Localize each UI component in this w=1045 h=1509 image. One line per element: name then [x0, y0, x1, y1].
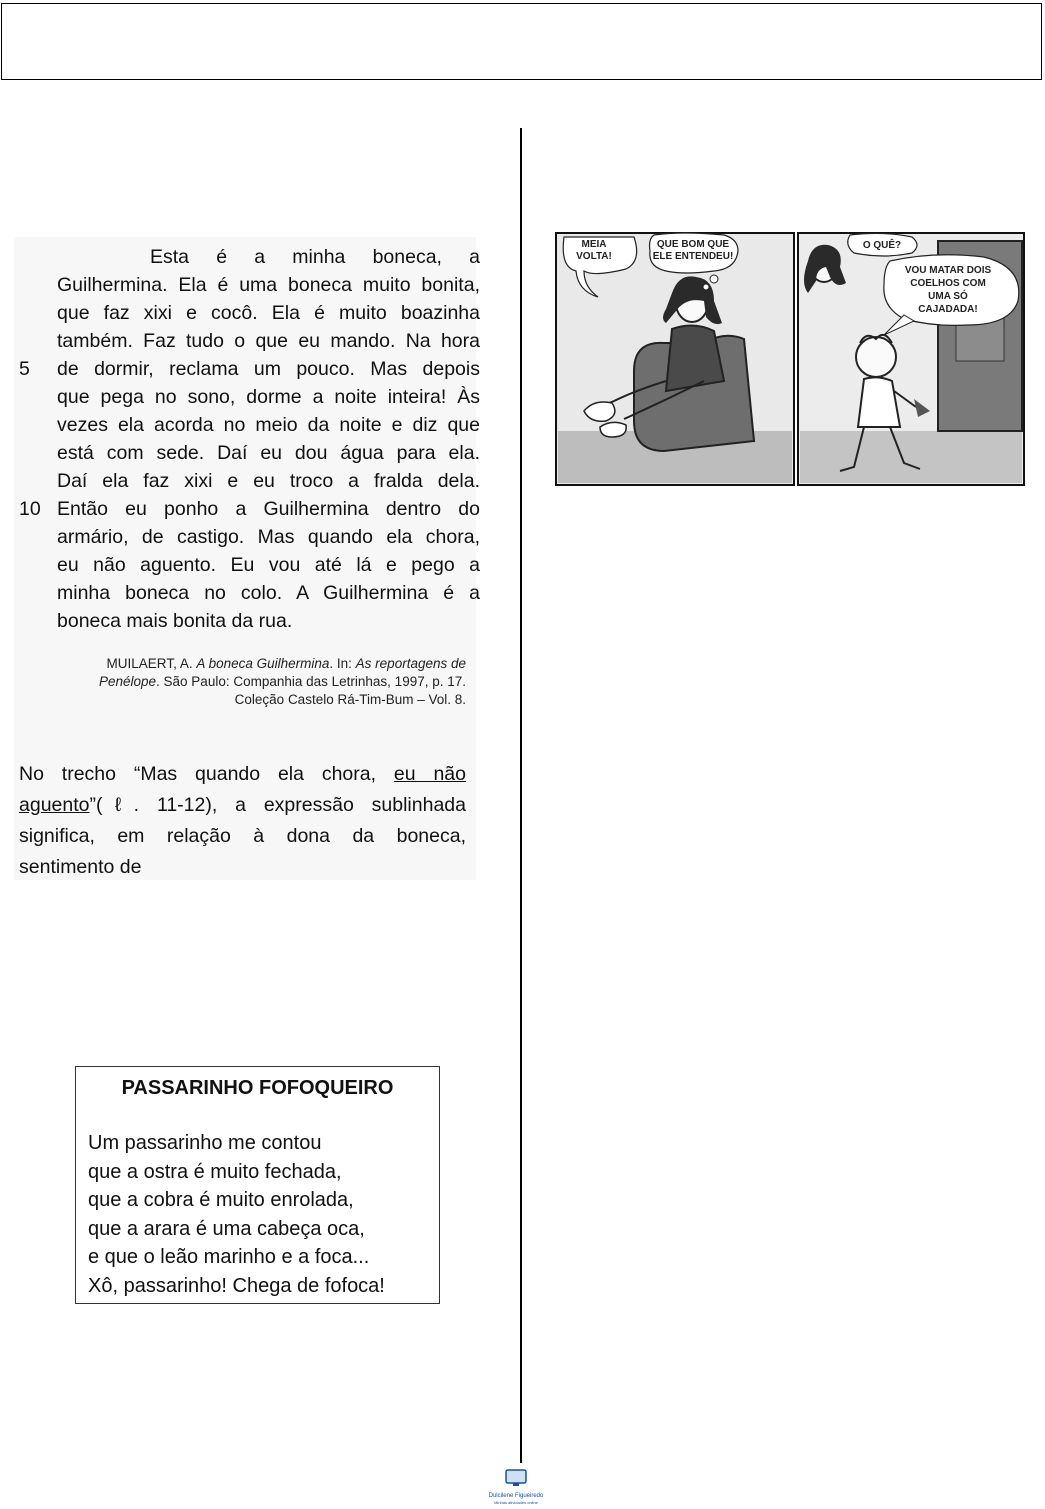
passage-line: vezes ela acorda no meio da noite e diz que [57, 414, 480, 436]
underlined-expression: aguento [19, 794, 90, 816]
poem-line: que a cobra é muito enrolada, [88, 1189, 354, 1211]
source-in: . In: [329, 656, 356, 671]
comic-panel-2 [798, 233, 1024, 485]
bubble-4-line-4: CAJADADA! [918, 304, 978, 315]
bubble-1-line-1: MEIA [581, 239, 607, 250]
bubble-4-line-1: VOU MATAR DOIS [904, 265, 992, 276]
poem-title: PASSARINHO FOFOQUEIRO [121, 1077, 394, 1099]
bubble-3-line-1: O QUÊ? [862, 240, 902, 251]
question-line-1 [19, 759, 466, 790]
computer-icon [503, 1468, 529, 1488]
source-book: As reportagens de Penélope [98, 656, 466, 689]
bubble-2-line-1: QUE BOM QUE [656, 239, 730, 250]
footer-name: Dulcilene Figueiredo [488, 1493, 544, 1499]
line-number-10: 10 [19, 498, 41, 520]
column-divider [520, 128, 522, 1463]
question-line-4: sentimento de [19, 856, 142, 878]
source-citation [46, 655, 466, 709]
passage-line: Guilhermina. Ela é uma boneca muito bonita, [57, 274, 480, 296]
passage-line: armário, de castigo. Mas quando ela chora, [57, 526, 480, 548]
line-number-5: 5 [19, 358, 30, 380]
bubble-4-line-3: UMA SÓ [928, 291, 968, 302]
footer-logo [480, 1468, 552, 1508]
poem-box [75, 1066, 440, 1304]
passage-line: boneca mais bonita da rua. [57, 610, 293, 632]
poem-line: Um passarinho me contou [88, 1132, 322, 1154]
passage-line: Esta é a minha boneca, a [150, 246, 480, 268]
passage-line: está com sede. Daí eu dou água para ela. [57, 442, 480, 464]
passage-line: que pega no sono, dorme a noite inteira! Às [57, 386, 480, 408]
question-line-2 [19, 790, 466, 821]
passage-line: de dormir, reclama um pouco. Mas depois [57, 358, 480, 380]
poem-line: que a arara é uma cabeça oca, [88, 1217, 365, 1240]
passage-line: que faz xixi e cocô. Ela é muito boazinha [57, 302, 480, 324]
passage-line: minha boneca no colo. A Guilhermina é a [57, 582, 480, 604]
poem-lines [88, 1129, 385, 1300]
comic-panel-1 [556, 233, 794, 485]
poem-line: que a ostra é muito fechada, [88, 1160, 342, 1183]
underlined-expression: eu não [393, 763, 466, 785]
reading-passage [14, 237, 480, 880]
source-author: MUILAERT, A. [106, 656, 197, 671]
footer-tagline: Minhas atividades online [494, 1500, 538, 1505]
poem-line: e que o leão marinho e a foca... [88, 1246, 370, 1268]
comic-strip [554, 231, 1026, 489]
passage-line: eu não aguento. Eu vou até lá e pego a [57, 554, 480, 576]
comic-illustration [554, 231, 1026, 489]
passage-line: Então eu ponho a Guilhermina dentro do [57, 498, 480, 520]
question-fragment: ”(ℓ. 11-12), a expressão sublinhada [89, 794, 466, 816]
passage-line: também. Faz tudo o que eu mando. Na hora [57, 330, 480, 352]
question-line-3: significa, em relação à dona da boneca, [19, 825, 466, 847]
question-text [19, 759, 466, 883]
source-rest: . São Paulo: Companhia das Letrinhas, 1997, p. 17. Coleção Castelo Rá-Tim-Bum – Vol. 8. [156, 674, 466, 707]
passage-line: Daí ela faz xixi e eu troco a fralda dela. [57, 470, 480, 492]
bubble-4-line-2: COELHOS COM [910, 278, 986, 289]
bubble-2-line-2: ELE ENTENDEU! [652, 251, 734, 262]
question-fragment: No trecho “Mas quando ela chora, [19, 763, 394, 785]
header-box [1, 3, 1042, 80]
source-title: A boneca Guilhermina [196, 656, 330, 671]
poem-line: Xô, passarinho! Chega de fofoca! [88, 1274, 385, 1297]
bubble-1-line-2: VOLTA! [576, 251, 612, 262]
